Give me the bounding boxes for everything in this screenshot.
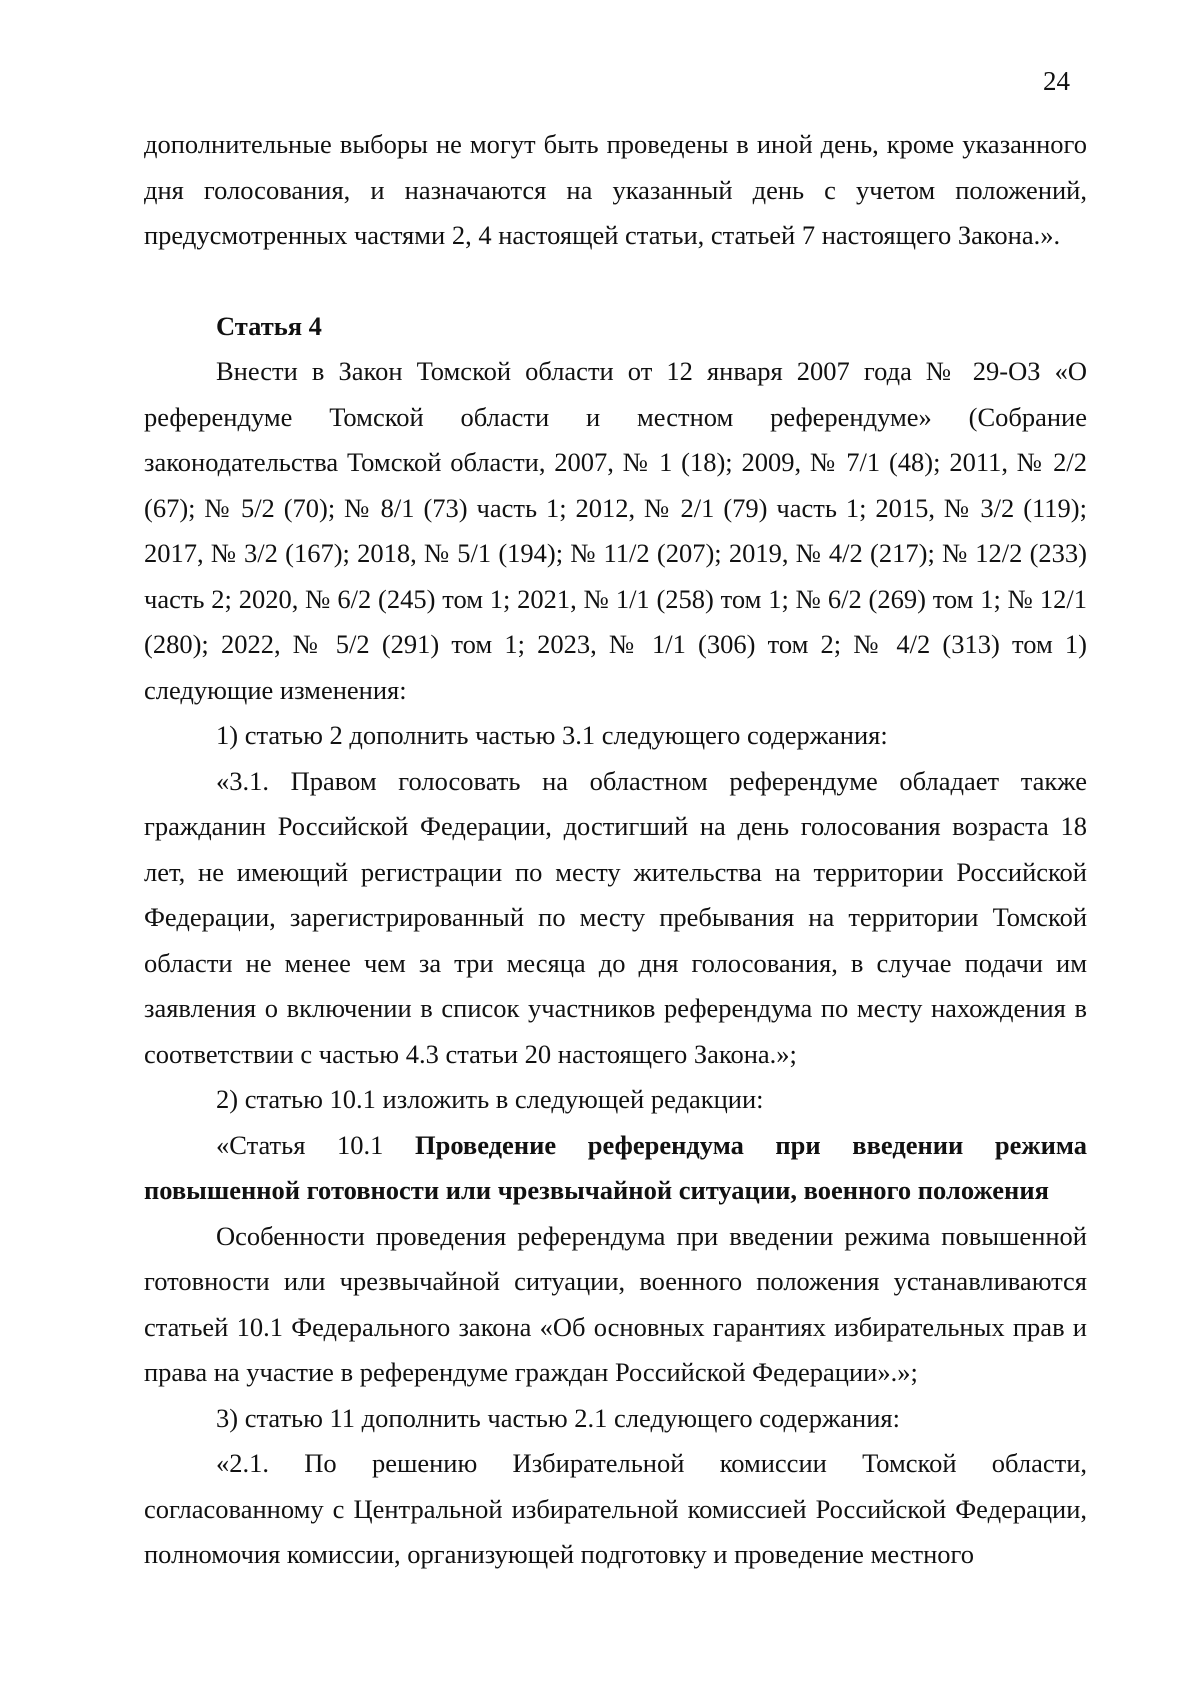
page-number: 24 [1043,66,1070,96]
paragraph-item-2: 2) статью 10.1 изложить в следующей редакции: [216,1084,764,1114]
paragraph-amendment-intro: Внести в Закон Томской области от 12 января 2007 года № 29-ОЗ «О референдуме Томской области и местном референдуме» (Собрание законодательства Томской области, 2007, № 1 (18); 2009, № 7/1 (48); 2011, № 2/2 (67); № 5/2 (70); № 8/1 (73) часть 1; 2012, № 2/1 (79) часть 1; 2015, № 3/2 (119); 2017, № 3/2 (167); 2018, № 5/1 (194); № 11/2 (207); 2019, № 4/2 (217); № 12/2 (233) часть 2; 2020, № 6/2 (245) том 1; 2021, № 1/1 (258) том 1; № 6/2 (269) том 1; № 12/1 (280); 2022, № 5/2 (291) том 1; 2023, № 1/1 (306) том 2; № 4/2 (313) том 1) следующие изменения: [144,356,1087,705]
paragraph-continuation: дополнительные выборы не могут быть проведены в иной день, кроме указанного дня голосования, и назначаются на указанный день с учетом положений, предусмотренных частями 2, 4 настоящей статьи, статьей 7 настоящего Закона.». [144,129,1087,250]
article-10-1-title: Проведение референдума при введении режима повышенной готовности или чрезвычайной ситуации, военного положения [144,1129,1087,1205]
paragraph-item-3: 3) статью 11 дополнить частью 2.1 следующего содержания: [216,1402,900,1433]
paragraph-item-1: 1) статью 2 дополнить частью 3.1 следующего содержания: [216,720,888,750]
paragraph-item-1-text: «3.1. Правом голосовать на областном референдуме обладает также гражданин Российской Федерации, достигший на день голосования возраста 18 лет, не имеющий регистрации по месту жительства на территории Российской Федерации, зарегистрированный по месту пребывания на территории Томской области не менее чем за три месяца до дня голосования, в случае подачи им заявления о включении в список участников референдума по месту нахождения в соответствии с частью 4.3 статьи 20 настоящего Закона.»; [144,765,1087,1069]
paragraph-article-10-1-title [144,1123,1087,1214]
paragraph-item-3-text: «2.1. По решению Избирательной комиссии Томской области, согласованному с Центральной избирательной комиссией Российской Федерации, полномочия комиссии, организующей подготовку и проведение местного [144,1448,1087,1569]
article-heading: Статья 4 [216,310,322,341]
paragraph-article-10-1-text: Особенности проведения референдума при введении режима повышенной готовности или чрезвычайной ситуации, военного положения устанавливаются статьей 10.1 Федерального закона «Об основных гарантиях избирательных прав и права на участие в референдуме граждан Российской Федерации».»; [144,1220,1087,1387]
document-body [144,122,1087,1578]
article-10-1-prefix: «Статья 10.1 [216,1129,415,1160]
